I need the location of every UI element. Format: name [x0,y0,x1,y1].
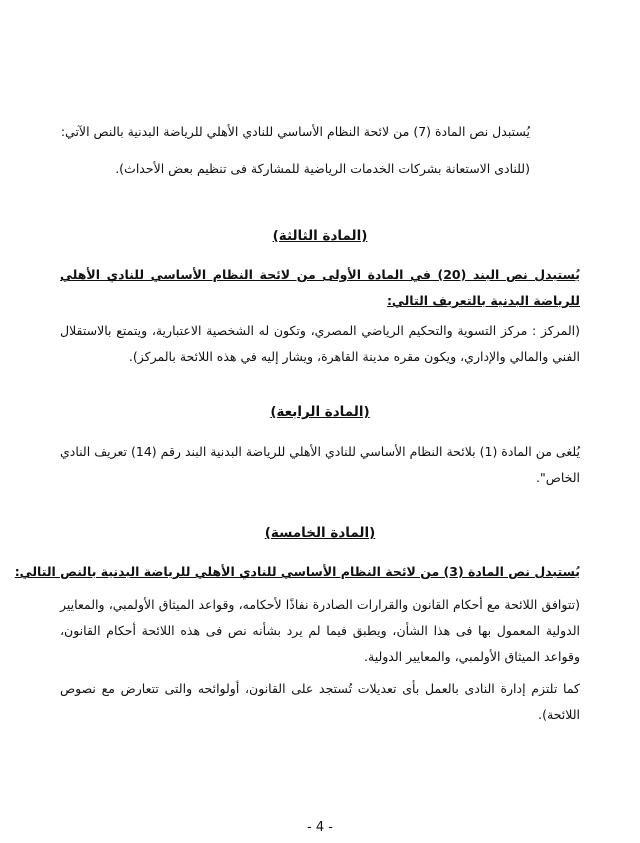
article4-heading: (المادة الرابعة) [270,404,370,420]
article3-heading: (المادة الثالثة) [272,228,368,244]
article4-text: يُلغى من المادة (1) بلائحة النظام الأساسي للنادي الأهلي للرياضة البدنية البند رقم (14) تعريف النادي الخاص". [60,444,580,485]
article5-intro: يُستبدل نص المادة (3) من لائحة النظام الأساسي للنادي الأهلي للرياضة البدنية بالنص التالي: [14,564,580,579]
article7-intro: يُستبدل نص المادة (7) من لائحة النظام الأساسي للنادي الأهلي للرياضة البدنية بالنص الآتي: [60,124,530,139]
article3-text: (المركز : مركز التسوية والتحكيم الرياضي المصري، وتكون له الشخصية الاعتبارية، ويتمتع بالاستقلال الفني والمالي والإداري، ويكون مقره مدينة القاهرة، ويشار إليه في هذه اللائحة بالمركز). [60,323,580,364]
article3-intro: يُستبدل نص البند (20) في المادة الأولى من لائحة النظام الأساسي للنادي الأهلي للرياضة البدنية بالتعريف التالي: [60,267,580,308]
article5-heading: (المادة الخامسة) [264,525,376,541]
page-number: - 4 - [307,820,333,835]
article5-text1: (تتوافق اللائحة مع أحكام القانون والقرارات الصادرة نفاذًا لأحكامه، وقواعد الميثاق الأولمبي، والمعايير الدولية المعمول بها فى هذا الشأن، ويطبق فيما لم يرد بشأنه نص فى هذه اللائحة أحكام القانون، وقواعد الميثاق الأولمبي، والمعايير الدولية. [60,597,580,664]
article7-text: (للنادى الاستعانة بشركات الخدمات الرياضية للمشاركة فى تنظيم بعض الأحداث). [115,161,530,176]
article5-text2: كما تلتزم إدارة النادى بالعمل بأى تعديلات تُستجد على القانون، أولوائحه والتى تتعارض مع نصوص اللائحة). [60,681,580,722]
